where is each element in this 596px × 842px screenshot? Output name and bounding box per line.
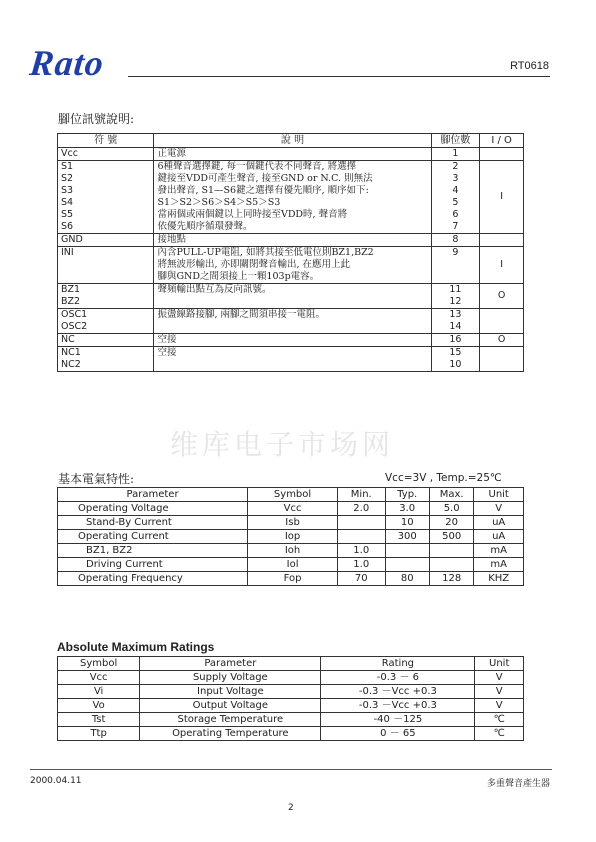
el-min: 1.0 <box>338 544 386 558</box>
el-col-max: Max. <box>429 488 473 502</box>
el-unit: uA <box>474 516 524 530</box>
am-parameter: Input Voltage <box>140 685 321 699</box>
pin-symbol <box>58 334 154 347</box>
pin-symbol-line: S5 <box>61 209 74 220</box>
am-rating: -0.3 －Vcc +0.3 <box>321 699 475 713</box>
table-row <box>58 284 524 309</box>
pin-description-line: S1＞S2＞S6＞S4＞S5＞S3 <box>157 197 281 208</box>
pin-col-io: I / O <box>480 134 524 148</box>
pin-col-pin: 腳位數 <box>431 134 480 148</box>
el-parameter: Operating Current <box>58 530 248 544</box>
am-symbol: Ttp <box>58 727 140 741</box>
table-row <box>58 671 524 685</box>
pin-symbol <box>58 148 154 161</box>
pin-number <box>431 234 480 247</box>
el-typ <box>385 544 429 558</box>
pin-description-line: 將無波形輸出, 亦即關閉聲音輸出, 在應用上此 <box>157 259 351 270</box>
watermark: 维库电子市场网 <box>170 428 395 461</box>
pin-number <box>431 309 480 334</box>
pin-number-line: 9 <box>452 247 459 258</box>
table-row <box>58 334 524 347</box>
el-max: 20 <box>429 516 473 530</box>
pin-description <box>154 347 431 372</box>
pin-number-line: 2 <box>452 161 459 172</box>
am-parameter: Supply Voltage <box>140 671 321 685</box>
pin-description-line: 鍵接至VDD可產生聲音, 接至GND or N.C. 則無法 <box>157 173 373 184</box>
am-symbol: Vcc <box>58 671 140 685</box>
el-unit: mA <box>474 558 524 572</box>
pin-symbol <box>58 247 154 284</box>
pin-number-line: 11 <box>449 284 462 295</box>
pin-io: I <box>480 247 524 284</box>
pin-description-line: 6種聲音選擇鍵, 每一個鍵代表不同聲音, 將選擇 <box>157 161 357 172</box>
page-number: 2 <box>288 803 294 813</box>
el-parameter: BZ1, BZ2 <box>58 544 248 558</box>
table-row <box>58 572 524 586</box>
el-max <box>429 558 473 572</box>
pin-number-line: 5 <box>452 197 459 208</box>
pin-col-description: 說 明 <box>154 134 431 148</box>
pin-io <box>480 148 524 161</box>
pin-description <box>154 161 431 234</box>
el-symbol: Iop <box>248 530 338 544</box>
pin-symbol-line: S3 <box>61 185 74 196</box>
am-unit: V <box>475 671 524 685</box>
pin-symbol-line: OSC2 <box>61 321 88 332</box>
am-unit: V <box>475 685 524 699</box>
el-parameter: Operating Frequency <box>58 572 248 586</box>
table-row <box>58 544 524 558</box>
table-row <box>58 516 524 530</box>
footer-rule <box>30 769 552 770</box>
am-rating: -0.3 － 6 <box>321 671 475 685</box>
el-unit: uA <box>474 530 524 544</box>
pin-symbol <box>58 234 154 247</box>
el-typ: 10 <box>385 516 429 530</box>
am-rating: -0.3 －Vcc +0.3 <box>321 685 475 699</box>
pin-number-line: 10 <box>449 359 462 370</box>
el-max <box>429 544 473 558</box>
am-col-symbol: Symbol <box>58 657 140 671</box>
el-max: 500 <box>429 530 473 544</box>
header-rule <box>128 76 550 77</box>
pin-description-line: 空接 <box>157 347 177 358</box>
pin-number-line: 3 <box>452 173 459 184</box>
pin-symbol-line: OSC1 <box>61 309 88 320</box>
pin-number-line: 6 <box>452 209 459 220</box>
pin-symbol <box>58 347 154 372</box>
pin-symbol-line: S1 <box>61 161 74 172</box>
table-row <box>58 502 524 516</box>
pin-symbol <box>58 309 154 334</box>
pin-number-line: 14 <box>449 321 462 332</box>
pin-number-line: 4 <box>452 185 459 196</box>
el-typ: 3.0 <box>385 502 429 516</box>
electrical-table <box>57 487 524 586</box>
pin-number-line: 1 <box>452 148 459 159</box>
pin-description <box>154 309 431 334</box>
pin-symbol-line: NC <box>61 334 75 345</box>
pin-description <box>154 284 431 309</box>
am-col-rating: Rating <box>321 657 475 671</box>
el-col-min: Min. <box>338 488 386 502</box>
pin-description <box>154 247 431 284</box>
pin-number-line: 8 <box>452 234 459 245</box>
el-typ: 300 <box>385 530 429 544</box>
table-row <box>58 727 524 741</box>
pin-description-line: 正電源 <box>157 148 186 159</box>
am-col-unit: Unit <box>475 657 524 671</box>
pin-symbol-line: INI <box>61 247 74 258</box>
pin-io: O <box>480 284 524 309</box>
pin-symbol-line: BZ2 <box>61 296 81 307</box>
pin-io <box>480 234 524 247</box>
el-symbol: Fop <box>248 572 338 586</box>
el-max: 128 <box>429 572 473 586</box>
el-min <box>338 530 386 544</box>
pin-io <box>480 347 524 372</box>
pin-number-line: 16 <box>449 334 462 345</box>
table-row <box>58 558 524 572</box>
el-min: 2.0 <box>338 502 386 516</box>
el-unit: KHZ <box>474 572 524 586</box>
el-parameter: Stand-By Current <box>58 516 248 530</box>
pin-number <box>431 347 480 372</box>
el-min: 1.0 <box>338 558 386 572</box>
el-min <box>338 516 386 530</box>
el-symbol: Iol <box>248 558 338 572</box>
el-col-parameter: Parameter <box>58 488 248 502</box>
company-logo: Rato <box>27 43 107 83</box>
el-parameter: Operating Voltage <box>58 502 248 516</box>
am-unit: V <box>475 699 524 713</box>
pin-description <box>154 334 431 347</box>
el-typ: 80 <box>385 572 429 586</box>
table-row <box>58 161 524 234</box>
pin-io: I <box>480 161 524 234</box>
pin-symbol-line: Vcc <box>61 148 78 159</box>
pin-section-title: 腳位訊號說明: <box>58 112 135 126</box>
pin-number <box>431 148 480 161</box>
pin-description-line: 聲頻輸出點互為反向訊號。 <box>157 284 272 295</box>
el-unit: mA <box>474 544 524 558</box>
am-symbol: Vi <box>58 685 140 699</box>
pin-description-line: 發出聲音, S1—S6鍵之選擇有優先順序, 順序如下: <box>157 185 369 196</box>
am-parameter: Operating Temperature <box>140 727 321 741</box>
table-row <box>58 713 524 727</box>
el-symbol: Ioh <box>248 544 338 558</box>
pin-description-line: 腳與GND之間須接上一顆103p電容。 <box>157 271 320 282</box>
pin-description-line: 振盪線路接腳, 兩腳之間須串接一電阻。 <box>157 309 325 320</box>
pin-symbol-line: NC1 <box>61 347 81 358</box>
am-rating: -40 －125 <box>321 713 475 727</box>
pin-description-line: 依優先順序循環發聲。 <box>157 221 253 232</box>
el-symbol: Vcc <box>248 502 338 516</box>
el-col-symbol: Symbol <box>248 488 338 502</box>
am-col-parameter: Parameter <box>140 657 321 671</box>
table-row <box>58 699 524 713</box>
test-conditions: Vcc=3V , Temp.=25℃ <box>385 472 502 484</box>
table-row <box>58 530 524 544</box>
el-col-unit: Unit <box>474 488 524 502</box>
pin-number-line: 7 <box>452 221 459 232</box>
pin-description-line: 內含PULL-UP電阻, 如將其接至低電位則BZ1,BZ2 <box>157 247 374 258</box>
pin-symbol-line: BZ1 <box>61 284 81 295</box>
el-col-typ: Typ. <box>385 488 429 502</box>
table-row <box>58 685 524 699</box>
am-symbol: Vo <box>58 699 140 713</box>
pin-symbol-line: GND <box>61 234 83 245</box>
pin-number <box>431 161 480 234</box>
footer-date: 2000.04.11 <box>30 776 82 786</box>
el-max: 5.0 <box>429 502 473 516</box>
table-row <box>58 148 524 161</box>
pin-number-line: 15 <box>449 347 462 358</box>
pin-table <box>57 133 524 372</box>
pin-symbol-line: S2 <box>61 173 74 184</box>
am-unit: ℃ <box>475 727 524 741</box>
pin-description-line: 空接 <box>157 334 177 345</box>
pin-symbol-line: S6 <box>61 221 74 232</box>
el-unit: V <box>474 502 524 516</box>
am-parameter: Output Voltage <box>140 699 321 713</box>
el-min: 70 <box>338 572 386 586</box>
table-row <box>58 234 524 247</box>
electrical-title: 基本電氣特性: <box>58 472 135 486</box>
pin-symbol <box>58 161 154 234</box>
pin-number <box>431 247 480 284</box>
pin-io: O <box>480 334 524 347</box>
am-unit: ℃ <box>475 713 524 727</box>
am-rating: 0 － 65 <box>321 727 475 741</box>
el-typ <box>385 558 429 572</box>
footer-description: 多重聲音產生器 <box>486 779 550 789</box>
pin-number-line: 13 <box>449 309 462 320</box>
abs-max-title: Absolute Maximum Ratings <box>57 640 215 654</box>
pin-io <box>480 309 524 334</box>
pin-description-line: 接地點 <box>157 234 186 245</box>
am-symbol: Tst <box>58 713 140 727</box>
pin-number <box>431 334 480 347</box>
pin-description <box>154 148 431 161</box>
pin-symbol-line: S4 <box>61 197 74 208</box>
el-parameter: Driving Current <box>58 558 248 572</box>
pin-description <box>154 234 431 247</box>
part-number: RT0618 <box>510 60 549 72</box>
table-row <box>58 309 524 334</box>
abs-max-table <box>57 656 524 741</box>
am-parameter: Storage Temperature <box>140 713 321 727</box>
pin-number <box>431 284 480 309</box>
pin-col-symbol: 符 號 <box>58 134 154 148</box>
pin-symbol-line: NC2 <box>61 359 81 370</box>
el-symbol: Isb <box>248 516 338 530</box>
table-row <box>58 247 524 284</box>
pin-number-line: 12 <box>449 296 462 307</box>
pin-description-line: 當兩個或兩個鍵以上同時接至VDD時, 聲音將 <box>157 209 348 220</box>
pin-symbol <box>58 284 154 309</box>
table-row <box>58 347 524 372</box>
